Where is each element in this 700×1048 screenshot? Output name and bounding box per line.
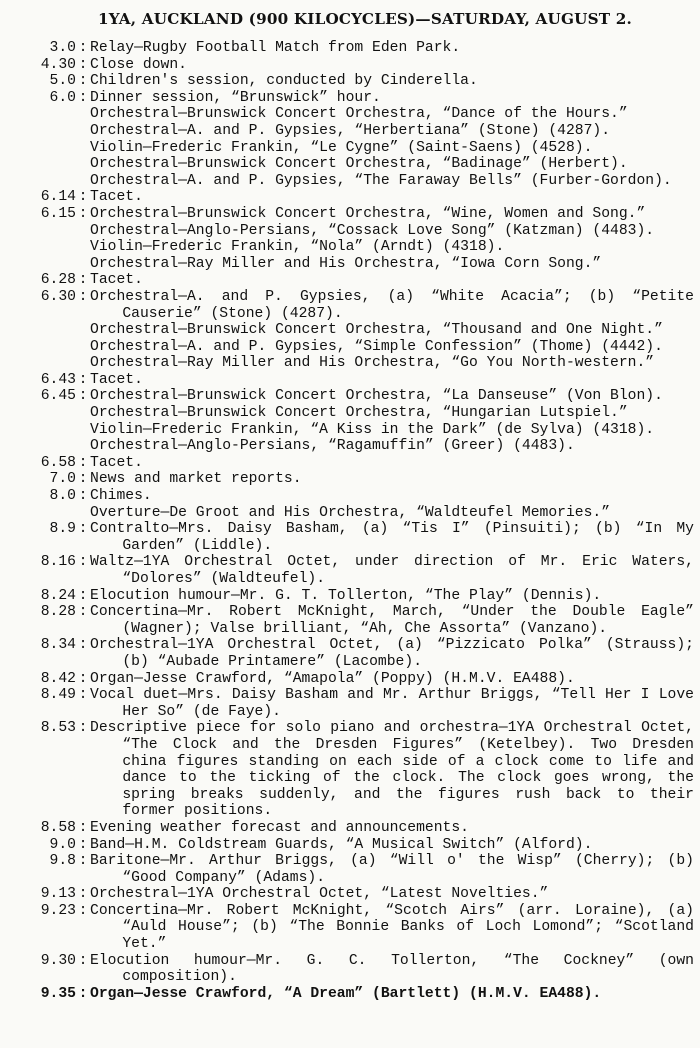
programme-entry <box>32 820 694 837</box>
entry-time: 8.42 <box>40 670 76 687</box>
entry-time: 8.24 <box>40 587 76 604</box>
entry-description: Organ—Jesse Crawford, “Amapola” (Poppy) (H.M.V. EA488). <box>90 670 575 687</box>
programme-entry <box>32 886 694 903</box>
entry-time: 6.58 <box>40 454 76 471</box>
entry-body <box>90 40 694 57</box>
time-separator: : <box>78 604 88 621</box>
entry-subitem: Violin—Frederic Frankin, “Nola” (Arndt) (4318). <box>90 239 505 256</box>
entry-subitem: Overture—De Groot and His Orchestra, “Waldteufel Memories.” <box>90 504 611 521</box>
entry-description: Vocal duet—Mrs. Daisy Basham and Mr. Arthur Briggs, “Tell Her I Love Her So” (de Faye). <box>90 687 694 720</box>
entry-body <box>90 289 694 372</box>
time-separator: : <box>78 40 88 56</box>
time-separator: : <box>78 687 88 704</box>
programme-entry <box>32 488 694 521</box>
entry-body <box>90 853 694 886</box>
time-separator: : <box>78 521 88 538</box>
entry-subitem: Orchestral—Ray Miller and His Orchestra, “Iowa Corn Song.” <box>90 255 602 272</box>
programme-entry <box>32 986 694 1003</box>
entry-body <box>90 671 694 688</box>
entry-body <box>90 189 694 206</box>
entry-body <box>90 388 694 454</box>
entry-subitem: Orchestral—Brunswick Concert Orchestra, “Hungarian Lutspiel.” <box>90 405 628 422</box>
entry-time: 8.34 <box>40 637 76 654</box>
entry-description: Orchestral—Brunswick Concert Orchestra, “Wine, Women and Song.” <box>90 205 646 222</box>
entry-body <box>90 820 694 837</box>
time-separator: : <box>78 471 88 488</box>
entry-body <box>90 73 694 90</box>
time-separator: : <box>78 819 88 836</box>
time-separator: : <box>78 205 88 222</box>
time-separator: : <box>78 454 88 471</box>
entry-time: 9.13 <box>40 886 76 903</box>
entry-description: Elocution humour—Mr. G. T. Tollerton, “The Play” (Dennis). <box>90 587 602 604</box>
time-separator: : <box>78 886 88 903</box>
entry-description: Baritone—Mr. Arthur Briggs, (a) “Will o' the Wisp” (Cherry); (b) “Good Company” (Adams). <box>90 853 694 886</box>
entry-time: 9.0 <box>49 836 76 853</box>
entry-description: Tacet. <box>90 189 143 206</box>
programme-listing <box>32 40 694 1002</box>
programme-entry <box>32 953 694 986</box>
time-separator: : <box>78 272 88 289</box>
entry-body <box>90 272 694 289</box>
entry-subitem: Orchestral—Ray Miller and His Orchestra, “Go You North-western.” <box>90 355 655 372</box>
entry-body <box>90 986 694 1003</box>
entry-body <box>90 372 694 389</box>
entry-body <box>90 471 694 488</box>
entry-time: 8.16 <box>40 554 76 571</box>
entry-description: Tacet. <box>90 272 143 289</box>
entry-subitem: Orchestral—Anglo-Persians, “Cossack Love Song” (Katzman) (4483). <box>90 222 655 239</box>
entry-subitem: Orchestral—Brunswick Concert Orchestra, “Thousand and One Night.” <box>90 322 663 339</box>
entry-time: 8.28 <box>40 604 76 621</box>
entry-subitem: Orchestral—A. and P. Gypsies, “Herbertiana” (Stone) (4287). <box>90 122 611 139</box>
programme-entry <box>32 554 694 587</box>
programme-entry <box>32 521 694 554</box>
entry-description: Waltz—1YA Orchestral Octet, under direction of Mr. Eric Waters, “Dolores” (Waldteufel). <box>90 554 694 587</box>
entry-subitem: Orchestral—Brunswick Concert Orchestra, “Badinage” (Herbert). <box>90 156 628 173</box>
entry-body <box>90 720 694 820</box>
entry-description: Orchestral—A. and P. Gypsies, (a) “White Acacia”; (b) “Petite Causerie” (Stone) (4287). <box>90 288 694 322</box>
time-separator: : <box>78 670 88 687</box>
entry-description: Tacet. <box>90 371 143 388</box>
entry-description: Close down. <box>90 56 187 73</box>
entry-body <box>90 455 694 472</box>
page-title: 1YA, AUCKLAND (900 KILOCYCLES)—SATURDAY, AUGUST 2. <box>97 10 633 28</box>
programme-entry <box>32 40 694 57</box>
programme-entry <box>32 455 694 472</box>
entry-subitem: Orchestral—A. and P. Gypsies, “Simple Confession” (Thome) (4442). <box>90 338 663 355</box>
entry-description: Orchestral—1YA Orchestral Octet, “Latest Novelties.” <box>90 886 549 903</box>
programme-entry <box>32 73 694 90</box>
entry-body <box>90 588 694 605</box>
time-separator: : <box>78 388 88 405</box>
entry-time: 8.49 <box>40 687 76 704</box>
entry-description: Chimes. <box>90 488 152 505</box>
time-separator: : <box>78 985 88 1002</box>
time-separator: : <box>78 73 88 90</box>
entry-description: Children's session, conducted by Cinderella. <box>90 73 478 90</box>
entry-body <box>90 206 694 272</box>
entry-time: 6.43 <box>40 371 76 388</box>
entry-description: Orchestral—Brunswick Concert Orchestra, “La Danseuse” (Von Blon). <box>90 388 663 405</box>
entry-time: 8.0 <box>49 488 76 505</box>
time-separator: : <box>78 288 88 305</box>
programme-entry <box>32 588 694 605</box>
time-separator: : <box>78 56 88 73</box>
time-separator: : <box>78 902 88 919</box>
entry-time: 6.0 <box>49 89 76 106</box>
entry-subitem: Orchestral—Anglo-Persians, “Ragamuffin” (Greer) (4483). <box>90 438 575 455</box>
entry-body <box>90 637 694 670</box>
entry-time: 9.8 <box>49 853 76 870</box>
entry-description: Elocution humour—Mr. G. C. Tollerton, “The Cockney” (own composition). <box>90 952 694 986</box>
programme-entry <box>32 853 694 886</box>
entry-description: Relay—Rugby Football Match from Eden Park. <box>90 40 461 56</box>
entry-body <box>90 90 694 190</box>
entry-subitem: Violin—Frederic Frankin, “A Kiss in the Dark” (de Sylva) (4318). <box>90 421 655 438</box>
entry-time: 6.28 <box>40 272 76 289</box>
programme-entry <box>32 388 694 454</box>
time-separator: : <box>78 371 88 388</box>
entry-time: 9.30 <box>40 952 76 969</box>
entry-time: 6.45 <box>40 388 76 405</box>
entry-description: Tacet. <box>90 454 143 471</box>
entry-time: 6.15 <box>40 205 76 222</box>
programme-entry <box>32 471 694 488</box>
entry-description: Orchestral—1YA Orchestral Octet, (a) “Pizzicato Polka” (Strauss); (b) “Aubade Printamere” (Lacombe). <box>90 637 694 670</box>
entry-time: 6.30 <box>40 288 76 305</box>
programme-entry <box>32 206 694 272</box>
entry-body <box>90 57 694 74</box>
entry-time: 3.0 <box>49 40 76 56</box>
time-separator: : <box>78 836 88 853</box>
programme-entry <box>32 272 694 289</box>
entry-body <box>90 521 694 554</box>
entry-time: 8.53 <box>40 720 76 737</box>
entry-time: 5.0 <box>49 73 76 90</box>
programme-entry <box>32 671 694 688</box>
time-separator: : <box>78 488 88 505</box>
entry-time: 6.14 <box>40 189 76 206</box>
time-separator: : <box>78 637 88 654</box>
entry-time: 4.30 <box>40 56 76 73</box>
entry-body <box>90 837 694 854</box>
entry-subitem: Violin—Frederic Frankin, “Le Cygne” (Saint-Saens) (4528). <box>90 139 593 156</box>
entry-body <box>90 488 694 521</box>
time-separator: : <box>78 952 88 969</box>
programme-entry <box>32 289 694 372</box>
entry-body <box>90 687 694 720</box>
time-separator: : <box>78 720 88 737</box>
entry-description: Evening weather forecast and announcements. <box>90 819 469 836</box>
entry-description: Organ—Jesse Crawford, “A Dream” (Bartlett) (H.M.V. EA488). <box>90 985 602 1002</box>
entry-body <box>90 604 694 637</box>
entry-time: 8.58 <box>40 819 76 836</box>
entry-description: Concertina—Mr. Robert McKnight, “Scotch Airs” (arr. Loraine), (a) “Auld House”; (b) “The Bonnie Banks of Loch Lomond”; “Scotland Yet.” <box>90 902 694 953</box>
entry-description: Descriptive piece for solo piano and orchestra—1YA Orchestral Octet, “The Clock and the Dresden Figures” (Ketelbey). Two Dresden china figures standing on each side of a clock come to life and dance to the ticking of the clock. The clock goes wrong, the spring breaks suddenly, and the figures rush back to their former positions. <box>90 720 694 820</box>
time-separator: : <box>78 587 88 604</box>
entry-body <box>90 554 694 587</box>
programme-entry <box>32 604 694 637</box>
programme-entry <box>32 90 694 190</box>
time-separator: : <box>78 554 88 571</box>
entry-time: 9.35 <box>40 985 76 1002</box>
time-separator: : <box>78 189 88 206</box>
entry-time: 8.9 <box>49 521 76 538</box>
entry-body <box>90 886 694 903</box>
entry-body <box>90 903 694 953</box>
programme-entry <box>32 837 694 854</box>
time-separator: : <box>78 89 88 106</box>
entry-description: Band—H.M. Coldstream Guards, “A Musical Switch” (Alford). <box>90 836 593 853</box>
programme-entry <box>32 687 694 720</box>
entry-subitem: Orchestral—Brunswick Concert Orchestra, “Dance of the Hours.” <box>90 106 628 123</box>
programme-entry <box>32 720 694 820</box>
entry-subitem: Orchestral—A. and P. Gypsies, “The Faraway Bells” (Furber-Gordon). <box>90 172 672 189</box>
programme-entry <box>32 637 694 670</box>
time-separator: : <box>78 853 88 870</box>
programme-entry <box>32 57 694 74</box>
entry-description: Concertina—Mr. Robert McKnight, March, “Under the Double Eagle” (Wagner); Valse brilliant, “Ah, Che Assorta” (Vanzano). <box>90 604 694 637</box>
programme-entry <box>32 903 694 953</box>
entry-description: Contralto—Mrs. Daisy Basham, (a) “Tis I” (Pinsuiti); (b) “In My Garden” (Liddle). <box>90 521 694 554</box>
entry-body <box>90 953 694 986</box>
programme-entry <box>32 189 694 206</box>
entry-time: 7.0 <box>49 471 76 488</box>
entry-time: 9.23 <box>40 902 76 919</box>
entry-description: News and market reports. <box>90 471 302 488</box>
entry-description: Dinner session, “Brunswick” hour. <box>90 89 381 106</box>
programme-entry <box>32 372 694 389</box>
